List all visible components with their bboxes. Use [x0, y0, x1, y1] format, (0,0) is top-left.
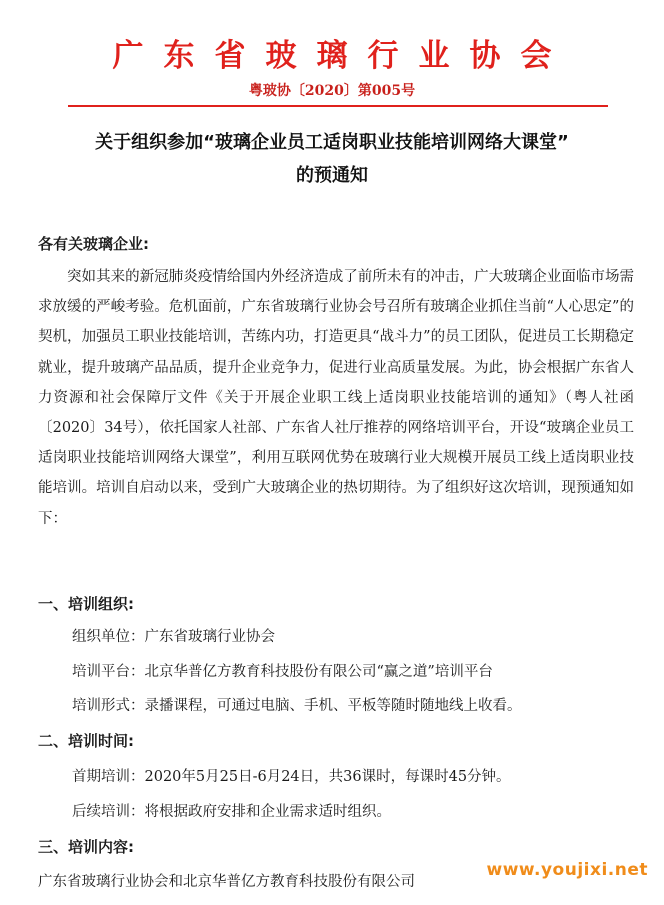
section-line: 培训平台：北京华普亿方教育科技股份有限公司“赢之道”培训平台	[72, 664, 493, 680]
title-line-1: 关于组织参加“玻璃企业员工适岗职业技能培训网络大课堂”	[95, 132, 569, 153]
red-divider	[68, 105, 608, 107]
title-line-2: 的预通知	[296, 165, 368, 186]
body-paragraph: 突如其来的新冠肺炎疫情给国内外经济造成了前所未有的冲击，广大玻璃企业面临市场需求放缓的严峻考验。危机面前，广东省玻璃行业协会号召所有玻璃企业抓住当前“人心思定”的契机，加强员工职业技能培训，苦练内功，打造更具“战斗力”的员工团队，促进员工长期稳定就业，提升玻璃产品品质，提升企业竞争力，促进行业高质量发展。为此，协会根据广东省人力资源和社会保障厅文件《关于开展企业职工线上适岗职业技能培训的通知》（粤人社函〔2020〕34号），依托国家人社部、广东省人社厅推荐的网络培训平台，开设“玻璃企业员工适岗职业技能培训网络大课堂”，利用互联网优势在玻璃行业大规模开展员工线上适岗职业技能培训。培训自启动以来，受到广大玻璃企业的热切期待。为了组织好这次培训，现预通知如下：	[38, 269, 634, 527]
section-line: 组织单位：广东省玻璃行业协会	[72, 629, 275, 645]
section-line: 首期培训：2020年5月25日-6月24日，共36课时，每课时45分钟。	[72, 769, 511, 785]
section-line: 培训形式：录播课程，可通过电脑、手机、平板等随时随地线上收看。	[72, 698, 522, 714]
org-header-title: 广东省玻璃行业协会	[112, 38, 572, 74]
section-heading-organization: 一、培训组织:	[38, 595, 134, 613]
document-number: 粤玻协〔2020〕第005号	[248, 83, 416, 99]
section-heading-time: 二、培训时间:	[38, 732, 134, 750]
section-line: 后续培训：将根据政府安排和企业需求适时组织。	[72, 804, 391, 820]
trailing-line: 广东省玻璃行业协会和北京华普亿方教育科技股份有限公司	[38, 874, 415, 890]
document-title	[0, 126, 664, 192]
section-heading-content: 三、培训内容:	[38, 838, 134, 856]
salutation: 各有关玻璃企业:	[38, 235, 149, 253]
site-watermark: www.youjixi.net	[486, 860, 648, 880]
